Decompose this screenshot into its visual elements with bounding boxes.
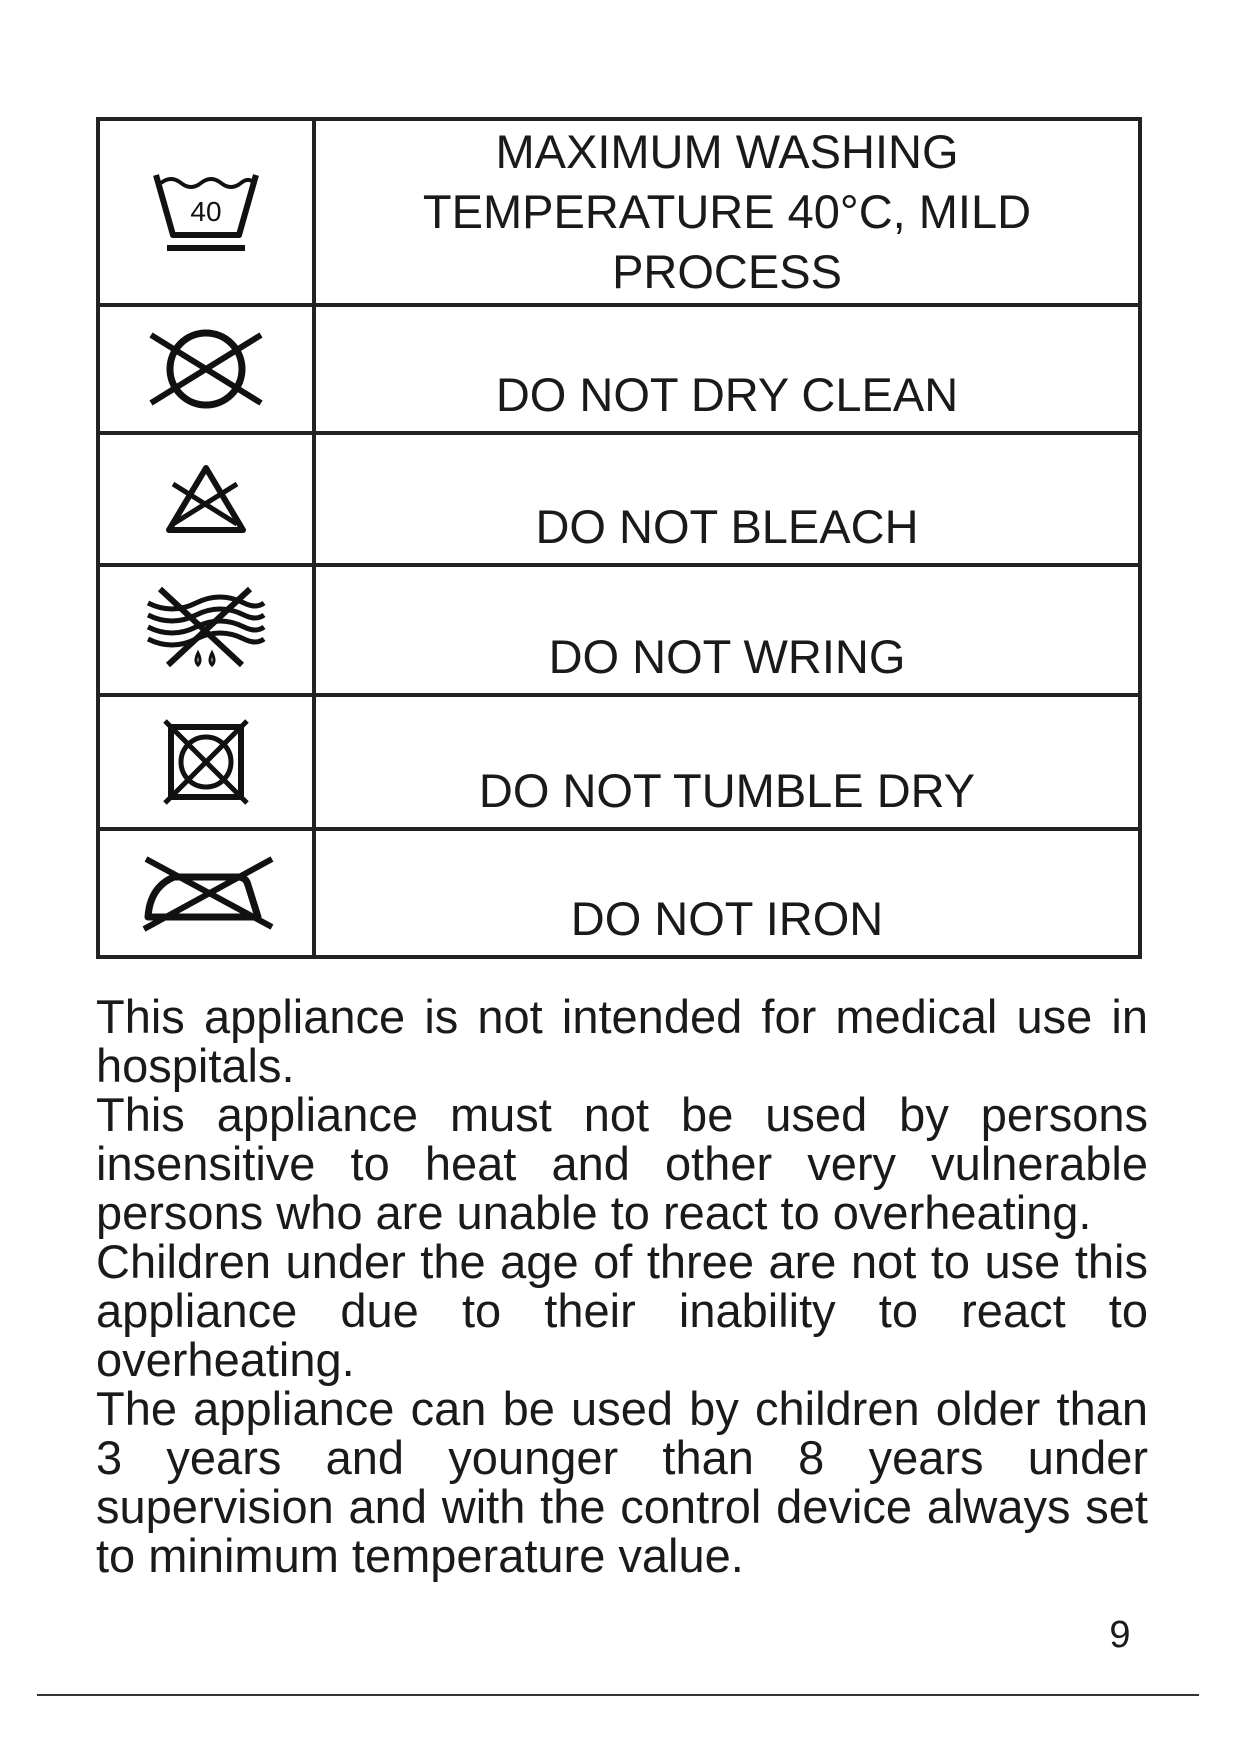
wash-temp-text: 40 bbox=[190, 196, 222, 227]
care-row-iron bbox=[98, 829, 1140, 957]
care-label-iron: DO NOT IRON bbox=[314, 829, 1140, 957]
paragraph-medical-use: This appliance is not intended for medical use in hospitals. bbox=[96, 990, 1148, 1092]
care-row-bleach bbox=[98, 433, 1140, 565]
care-icon-cell bbox=[98, 565, 314, 695]
footer-divider bbox=[37, 1694, 1199, 1696]
care-row-tumble-dry bbox=[98, 695, 1140, 829]
no-dry-clean-icon bbox=[145, 327, 267, 411]
care-row-wash bbox=[98, 119, 1140, 305]
care-label-bleach: DO NOT BLEACH bbox=[314, 433, 1140, 565]
paragraph-children-supervision: The appliance can be used by children older than 3 years and younger than 8 years under supervision and with the control device always set to minimum temperature value. bbox=[96, 1382, 1148, 1582]
care-label-tumble-dry: DO NOT TUMBLE DRY bbox=[314, 695, 1140, 829]
care-icon-cell bbox=[98, 305, 314, 433]
wash-40-icon bbox=[151, 169, 261, 255]
care-row-dry-clean bbox=[98, 305, 1140, 433]
paragraph-children-under-three: Children under the age of three are not to use this appliance due to their inability to react to overheating. bbox=[96, 1235, 1148, 1386]
care-icon-cell bbox=[98, 433, 314, 565]
no-wring-icon bbox=[142, 585, 270, 675]
no-tumble-dry-icon bbox=[161, 717, 251, 807]
page-number: 9 bbox=[1109, 1614, 1131, 1656]
no-iron-icon bbox=[134, 851, 278, 935]
paragraph-vulnerable-persons: This appliance must not be used by persons insensitive to heat and other very vulnerable persons who are unable to react to overheating. bbox=[96, 1088, 1148, 1239]
no-bleach-icon bbox=[163, 462, 249, 536]
care-label-wring: DO NOT WRING bbox=[314, 565, 1140, 695]
care-icon-cell bbox=[98, 695, 314, 829]
care-label-dry-clean: DO NOT DRY CLEAN bbox=[314, 305, 1140, 433]
care-row-wring bbox=[98, 565, 1140, 695]
care-icon-cell bbox=[98, 119, 314, 305]
care-label-wash: MAXIMUM WASHING TEMPERATURE 40°C, MILD PROCESS bbox=[314, 119, 1140, 305]
care-symbols-table bbox=[96, 117, 1142, 959]
care-icon-cell bbox=[98, 829, 314, 957]
safety-text bbox=[96, 992, 1148, 1580]
